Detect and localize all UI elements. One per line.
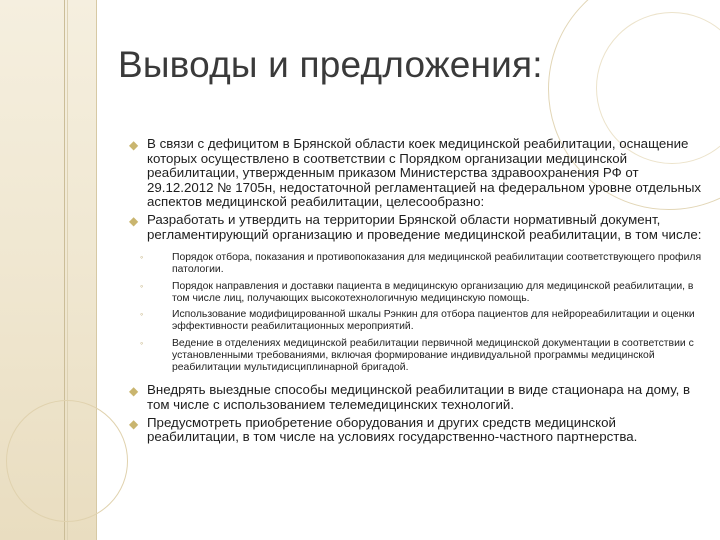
bullet-diamond-icon: ◆ <box>129 416 139 431</box>
bullet-item <box>130 416 702 445</box>
bullet-text: В связи с дефицитом в Брянской области коек медицинской реабилитации, оснащение которых осуществлено в соответствии с Порядком организации медицинской реабилитации, утвержденным приказом Министерства здравоохранения РФ от 29.12.2012 № 1705н, недостаточной регламентацией на федеральном уровне отдельных аспектов медицинской реабилитации, целесообразно: <box>147 136 702 210</box>
bullet-diamond-icon: ◆ <box>129 384 139 399</box>
slide-title: Выводы и предложения: <box>118 44 543 85</box>
bullet-diamond-icon: ◆ <box>129 138 139 152</box>
bullet-diamond-icon: ◆ <box>129 213 139 228</box>
bullet-list <box>130 137 702 445</box>
sub-bullet-circle-icon: ◦ <box>140 252 144 263</box>
bullet-item <box>130 213 702 242</box>
decorative-circle <box>6 400 128 522</box>
sub-bullet-text: Порядок направления и доставки пациента в медицинскую организацию для медицинской реабилитации, в том числе лиц, получающих высокотехнологичную медицинскую помощь. <box>172 280 694 304</box>
sub-bullet-circle-icon: ◦ <box>140 337 144 348</box>
bullet-text: Предусмотреть приобретение оборудования и других средств медицинской реабилитации, в том числе на условиях государственно-частного партнерства. <box>147 414 638 445</box>
sub-bullet-text: Использование модифицированной шкалы Рэнкин для отбора пациентов для нейрореабилитации и оценки эффективности реабилитационных мероприятий. <box>172 309 695 333</box>
bullet-text: Внедрять выездные способы медицинской реабилитации в виде стационара на дому, в том числе с использованием телемедицинских технологий. <box>147 382 691 412</box>
sub-bullet-text: Ведение в отделениях медицинской реабилитации первичной медицинской документации в соответствии с установленными требованиями, включая формирование индивидуальной программы медицинской реабилитации мультидисциплинарной бригадой. <box>172 337 694 373</box>
sub-bullet-text: Порядок отбора, показания и противопоказания для медицинской реабилитации соответствующего профиля патологии. <box>172 252 702 275</box>
bullet-text: Разработать и утвердить на территории Брянской области нормативный документ, регламентирующий организацию и проведение медицинской реабилитации, в том числе: <box>147 211 702 242</box>
sub-bullet-list <box>130 252 702 373</box>
sub-bullet-circle-icon: ◦ <box>140 280 144 291</box>
sub-bullet-item <box>140 252 702 276</box>
bullet-item <box>130 137 702 210</box>
sub-bullet-item <box>140 337 702 373</box>
bullet-item <box>130 383 702 412</box>
sub-bullet-item <box>140 309 702 333</box>
sub-bullet-circle-icon: ◦ <box>140 309 144 320</box>
sub-bullet-item <box>140 280 702 305</box>
